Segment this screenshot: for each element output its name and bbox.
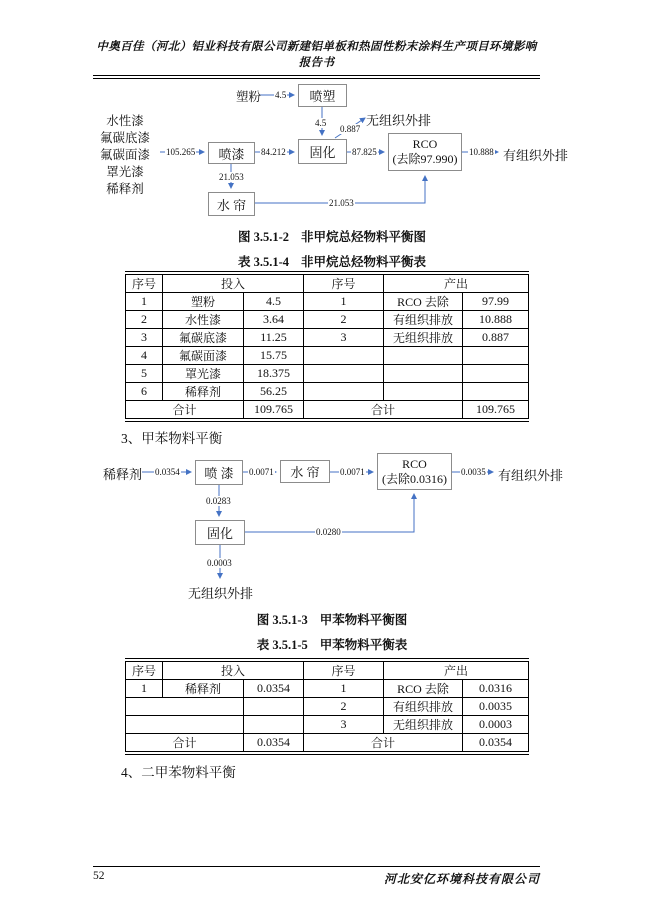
flow-value: 10.888 [469, 147, 494, 157]
cell: 1 [126, 680, 163, 698]
spray-paint-box: 喷漆 [208, 142, 255, 164]
plastic-powder-label: 塑粉 [236, 90, 262, 104]
table-row [126, 698, 529, 716]
table-row [126, 347, 529, 365]
col-header: 序号 [304, 660, 384, 680]
cell: 56.25 [244, 383, 304, 401]
total-label: 合计 [304, 734, 463, 754]
toluene-balance-table [125, 658, 529, 755]
flow-value: 105.265 [166, 147, 196, 157]
input-item: 稀释剂 [106, 182, 144, 196]
col-header: 投入 [163, 660, 304, 680]
col-header: 序号 [304, 273, 384, 293]
cell: 氟碳面漆 [163, 347, 244, 365]
table-row [126, 293, 529, 311]
flow-value: 4.5 [275, 90, 287, 100]
flow-value: 0.0003 [207, 558, 232, 568]
col-header: 序号 [126, 660, 163, 680]
organized-emission-label: 有组织外排 [498, 468, 564, 483]
cell [384, 347, 463, 365]
cell: 3 [304, 329, 384, 347]
cell: 3 [304, 716, 384, 734]
col-header: 投入 [163, 273, 304, 293]
cell: 4 [126, 347, 163, 365]
table-total-row [126, 734, 529, 754]
cell: 稀释剂 [163, 383, 244, 401]
total-value: 0.0354 [463, 734, 529, 754]
rco-box [388, 133, 462, 171]
table-row [126, 383, 529, 401]
page-header-title: 中奥百佳（河北）铝业科技有限公司新建铝单板和热固性粉末涂料生产项目环境影响报告书 [93, 38, 540, 79]
cell: 氟碳底漆 [163, 329, 244, 347]
curing-box: 固化 [195, 520, 245, 545]
table-header-row [126, 273, 529, 293]
flow-value: 21.053 [219, 172, 244, 182]
flow-value: 21.053 [329, 198, 354, 208]
thinner-label: 稀释剂 [103, 467, 143, 482]
cell: 4.5 [244, 293, 304, 311]
cell: 3.64 [244, 311, 304, 329]
cell [384, 365, 463, 383]
cell: 11.25 [244, 329, 304, 347]
cell: 97.99 [463, 293, 529, 311]
cell: 18.375 [244, 365, 304, 383]
cell: 有组织排放 [384, 698, 463, 716]
rco-removal: (去除0.0316) [382, 471, 447, 486]
total-value: 109.765 [463, 401, 529, 421]
cell: 无组织排放 [384, 716, 463, 734]
section-heading-toluene: 3、甲苯物料平衡 [121, 431, 223, 446]
table-header-row [126, 660, 529, 680]
fugitive-emission-label: 无组织外排 [366, 113, 432, 128]
flow-value: 0.0354 [155, 467, 180, 477]
cell: 2 [126, 311, 163, 329]
section-heading-xylene: 4、二甲苯物料平衡 [121, 765, 236, 780]
cell: 5 [126, 365, 163, 383]
cell [304, 347, 384, 365]
paint-input-list [92, 113, 158, 198]
cell [304, 365, 384, 383]
col-header: 序号 [126, 273, 163, 293]
page-number: 52 [93, 870, 105, 882]
cell: 1 [304, 680, 384, 698]
cell: 罩光漆 [163, 365, 244, 383]
rco-title: RCO [402, 456, 427, 471]
total-label: 合计 [126, 734, 244, 754]
cell: 0.0354 [244, 680, 304, 698]
total-label: 合计 [126, 401, 244, 421]
input-item: 罩光漆 [106, 165, 144, 179]
total-value: 109.765 [244, 401, 304, 421]
cell [384, 383, 463, 401]
table-row [126, 365, 529, 383]
input-item: 氟碳底漆 [99, 131, 150, 145]
cell: RCO 去除 [384, 680, 463, 698]
table-row [126, 716, 529, 734]
caption-prefix: 表 3.5.1-4 [237, 255, 290, 269]
col-header: 产出 [384, 273, 529, 293]
table-row [126, 311, 529, 329]
cell: 有组织排放 [384, 311, 463, 329]
rco-removal: (去除97.990) [392, 152, 458, 166]
caption-prefix: 表 3.5.1-5 [256, 638, 308, 652]
flow-value: 0.0283 [206, 496, 231, 506]
organized-emission-label: 有组织外排 [503, 148, 569, 163]
caption-title: 非甲烷总烃物料平衡图 [301, 230, 427, 244]
flow-value: 87.825 [352, 147, 377, 157]
cell: RCO 去除 [384, 293, 463, 311]
footer-company: 河北安亿环境科技有限公司 [383, 872, 540, 886]
cell: 水性漆 [163, 311, 244, 329]
figure-caption-nmhc [0, 227, 664, 245]
cell: 6 [126, 383, 163, 401]
cell: 3 [126, 329, 163, 347]
table-caption-toluene [0, 635, 664, 653]
cell [463, 365, 529, 383]
cell: 2 [304, 311, 384, 329]
cell: 0.887 [463, 329, 529, 347]
cell: 无组织排放 [384, 329, 463, 347]
table-row [126, 680, 529, 698]
cell: 15.75 [244, 347, 304, 365]
flow-value: 0.0035 [461, 467, 486, 477]
caption-title: 甲苯物料平衡表 [319, 638, 408, 652]
cell [463, 383, 529, 401]
caption-prefix: 图 3.5.1-3 [256, 613, 308, 627]
cell: 0.0035 [463, 698, 529, 716]
table-total-row [126, 401, 529, 421]
caption-prefix: 图 3.5.1-2 [237, 230, 290, 244]
cell: 1 [126, 293, 163, 311]
cell [244, 716, 304, 734]
cell [126, 716, 244, 734]
water-curtain-box: 水 帘 [280, 460, 330, 483]
col-header: 产出 [384, 660, 529, 680]
spray-paint-box: 喷 漆 [195, 460, 243, 485]
total-label: 合计 [304, 401, 463, 421]
curing-box: 固化 [298, 139, 347, 164]
nmhc-balance-diagram [90, 82, 600, 227]
toluene-balance-diagram [90, 448, 600, 603]
table-row [126, 329, 529, 347]
fugitive-emission-label: 无组织外排 [188, 586, 254, 601]
cell [126, 698, 244, 716]
nmhc-balance-table [125, 271, 529, 422]
water-curtain-box: 水 帘 [208, 192, 255, 216]
flow-value: 0.0280 [316, 527, 341, 537]
cell [463, 347, 529, 365]
cell: 10.888 [463, 311, 529, 329]
powder-coating-box: 喷塑 [298, 84, 347, 107]
rco-title: RCO [412, 137, 438, 151]
cell [244, 698, 304, 716]
caption-title: 甲苯物料平衡图 [319, 613, 408, 627]
cell: 稀释剂 [163, 680, 244, 698]
input-item: 氟碳面漆 [99, 148, 150, 162]
flow-value: 0.0071 [249, 467, 274, 477]
cell: 2 [304, 698, 384, 716]
flow-value: 0.887 [340, 124, 361, 134]
total-value: 0.0354 [244, 734, 304, 754]
cell: 1 [304, 293, 384, 311]
cell: 0.0003 [463, 716, 529, 734]
table-caption-nmhc [0, 252, 664, 270]
caption-title: 非甲烷总烃物料平衡表 [301, 255, 427, 269]
cell [304, 383, 384, 401]
input-item: 水性漆 [106, 114, 144, 128]
flow-value: 0.0071 [340, 467, 365, 477]
rco-box [377, 453, 452, 490]
flow-value: 84.212 [261, 147, 286, 157]
figure-caption-toluene [0, 610, 664, 628]
cell: 塑粉 [163, 293, 244, 311]
page-footer [93, 866, 540, 887]
cell: 0.0316 [463, 680, 529, 698]
flow-value: 4.5 [315, 118, 327, 128]
